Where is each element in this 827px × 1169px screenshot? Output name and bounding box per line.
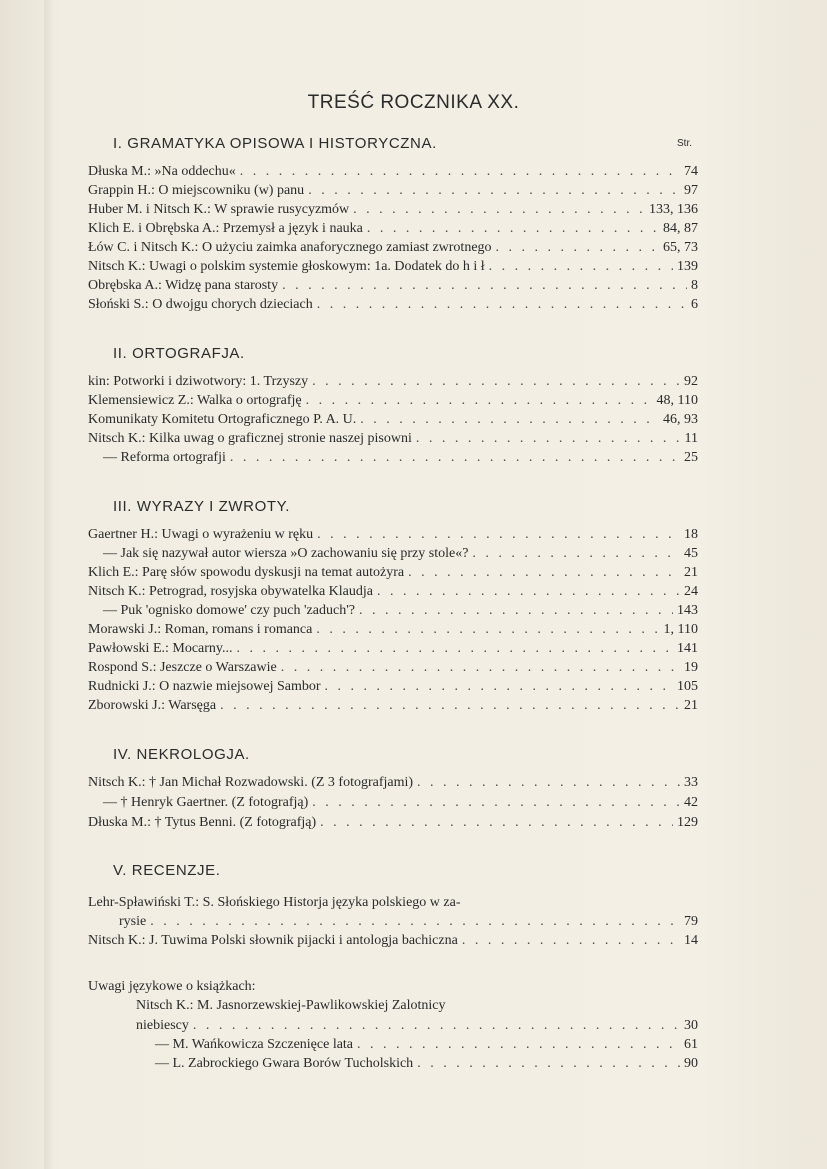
toc-entry[interactable]: — Jak się nazywał autor wiersza »O zachowaniu się przy stole«? . . . 45 [103,544,698,564]
toc-entry[interactable]: — Reforma ortografji . . . 25 [103,448,698,468]
section-heading: IV. NEKROLOGJA. [113,746,250,763]
toc-entry[interactable]: Morawski J.: Roman, romans i romanca . . . 1, 110 [88,620,698,640]
binding-gutter [44,0,54,1169]
toc-entry[interactable]: — M. Wańkowicza Szczenięce lata . . . 61 [155,1035,698,1055]
toc-entry[interactable]: rysie . . . 79 [119,912,698,932]
toc-entry-line[interactable]: Lehr-Spławiński T.: S. Słońskiego Historja języka polskiego w za- [88,895,461,910]
toc-entry[interactable]: Klich E. i Obrębska A.: Przemysł a język i nauka . . . 84, 87 [88,219,698,239]
toc-entry[interactable]: Rospond S.: Jeszcze o Warszawie . . . 19 [88,658,698,678]
toc-entry[interactable]: Klich E.: Parę słów spowodu dyskusji na temat autożyra . . . 21 [88,563,698,583]
toc-entry[interactable]: Nitsch K.: Uwagi o polskim systemie głoskowym: 1a. Dodatek do h i ł . . . 139 [88,257,698,277]
toc-entry[interactable]: Nitsch K.: J. Tuwima Polski słownik pijacki i antologja bachiczna . . . 14 [88,931,698,951]
toc-entry[interactable]: Obrębska A.: Widzę pana starosty . . . 8 [88,276,698,296]
toc-entry[interactable]: Nitsch K.: Petrograd, rosyjska obywatelka Klaudja . . . 24 [88,582,698,602]
toc-entry[interactable]: Gaertner H.: Uwagi o wyrażeniu w ręku . . . 18 [88,525,698,545]
section-heading: I. GRAMATYKA OPISOWA I HISTORYCZNA. [113,135,437,152]
toc-entry[interactable]: Klemensiewicz Z.: Walka o ortografję . . . 48, 110 [88,391,698,411]
toc-entry[interactable]: Zborowski J.: Warsęga . . . 21 [88,696,698,716]
toc-entry[interactable]: kin: Potworki i dziwotwory: 1. Trzyszy . . . 92 [88,372,698,392]
toc-entry[interactable]: Huber M. i Nitsch K.: W sprawie rusycyzmów . . . 133, 136 [88,200,698,220]
section-heading: II. ORTOGRAFJA. [113,345,245,362]
toc-entry[interactable]: — † Henryk Gaertner. (Z fotografją) . . . 42 [103,793,698,813]
toc-entry[interactable]: Słoński S.: O dwojgu chorych dzieciach . . . 6 [88,295,698,315]
toc-entry[interactable]: Dłuska M.: † Tytus Benni. (Z fotografją) . . . 129 [88,813,698,833]
toc-entry[interactable]: Dłuska M.: »Na oddechu« . . . 74 [88,162,698,182]
toc-entry[interactable]: Nitsch K.: Kilka uwag o graficznej stronie naszej pisowni . . . 11 [88,429,698,449]
toc-entry[interactable]: Pawłowski E.: Mocarny... . . . 141 [88,639,698,659]
toc-entry[interactable]: Łów C. i Nitsch K.: O użyciu zaimka anaforycznego zamiast zwrotnego . . . 65, 73 [88,238,698,258]
toc-entry[interactable]: Grappin H.: O miejscowniku (w) panu . . . 97 [88,181,698,201]
page-title: TREŚĆ ROCZNIKA XX. [307,92,520,113]
toc-entry[interactable]: niebiescy . . . 30 [136,1016,698,1036]
page-column-label: Str. [677,138,693,149]
toc-entry[interactable]: Nitsch K.: † Jan Michał Rozwadowski. (Z 3 fotografjami) . . . 33 [88,773,698,793]
toc-entry[interactable]: — L. Zabrockiego Gwara Borów Tucholskich . . . 90 [155,1054,698,1074]
toc-entry[interactable]: Komunikaty Komitetu Ortograficznego P. A. U. . . . 46, 93 [88,410,698,430]
section-heading: III. WYRAZY I ZWROTY. [113,498,291,515]
toc-entry[interactable]: Rudnicki J.: O nazwie miejsowej Sambor . . . 105 [88,677,698,697]
subsection-heading: Uwagi językowe o książkach: [88,979,256,994]
toc-entry[interactable]: — Puk 'ognisko domowe' czy puch 'zaduch'? . . . 143 [103,601,698,621]
section-heading: V. RECENZJE. [113,862,221,879]
toc-entry-line[interactable]: Nitsch K.: M. Jasnorzewskiej-Pawlikowskiej Zalotnicy [136,998,446,1013]
